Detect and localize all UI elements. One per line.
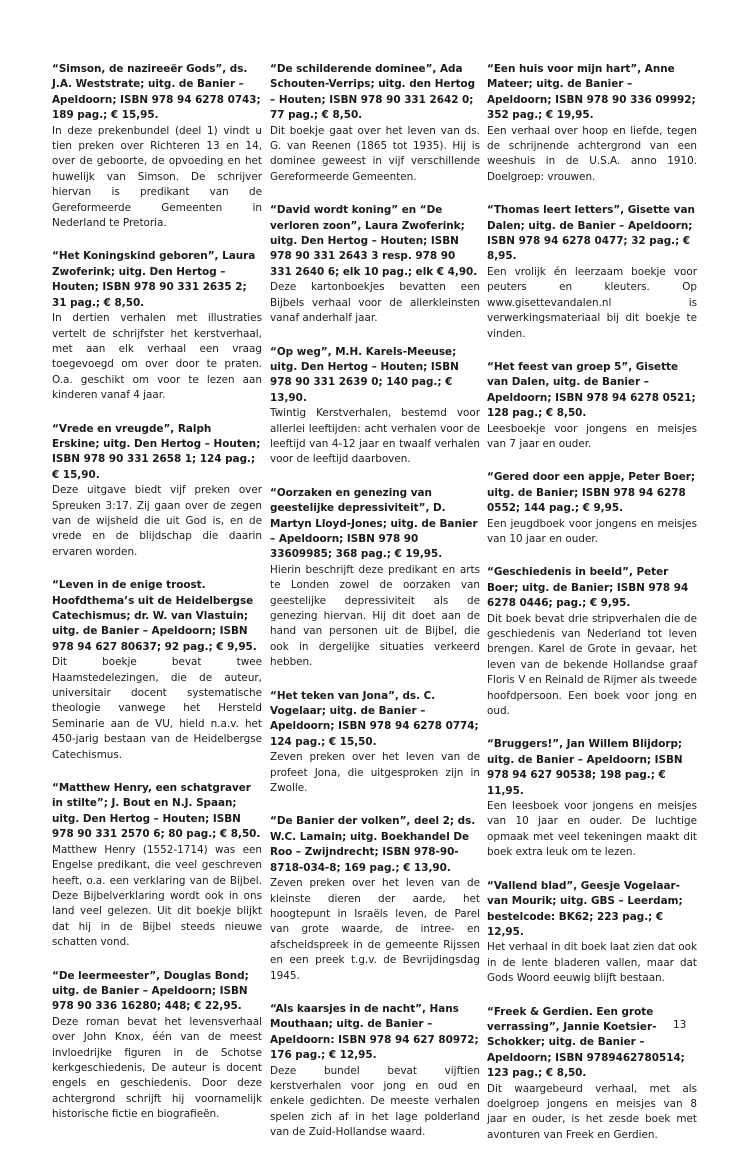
book-title: “Vrede en vreugde”, Ralph Erskine; uitg. Den Hertog – Houten; ISBN 978 90 331 2658 1; 124 pag.; € 15,90. — [52, 422, 261, 481]
book-description: Zeven preken over het leven van de profeet Jona, die uitgesproken zijn in Zwolle. — [270, 751, 480, 795]
book-entry — [487, 737, 697, 860]
book-title: “Gered door een appje, Peter Boer; uitg. de Banier; ISBN 978 94 6278 0552; 144 pag.; € 9,95. — [487, 471, 696, 515]
book-description: Een vrolijk én leerzaam boekje voor peuters en kleuters. Op www.gisettevandalen.nl is verwerkingsmateriaal bij dit boekje te vinden. — [487, 265, 697, 340]
book-description: Deze uitgave biedt vijf preken over Spreuken 3:17. Zij gaan over de zegen van de wijsheid die uit God is, en de vrede en de blijdschap die daarin ervaren worden. — [52, 484, 262, 558]
book-entry — [487, 360, 697, 452]
book-title: “Simson, de nazireeër Gods”, ds. J.A. Weststrate; uitg. de Banier – Apeldoorn; ISBN 978 94 6278 0743; 189 pag.; € 15,95. — [52, 63, 261, 122]
book-entry — [487, 203, 697, 342]
book-description: Deze roman bevat het levensverhaal over John Knox, één van de meest invloedrijke figuren in de Schotse kerkgeschiedenis, De auteur is docent engels en geschiedenis. Door deze achtergrond schrijft hij voornamelijk historische fictie en biografieën. — [52, 1015, 262, 1121]
book-description: Een leesboek voor jongens en meisjes van 10 jaar en ouder. De luchtige opmaak met veel tekeningen maakt dit boek extra leuk om te lezen. — [487, 800, 697, 859]
book-entry — [52, 969, 262, 1123]
book-entry — [52, 249, 262, 403]
book-entry — [52, 422, 262, 561]
book-description: Dit boekje gaat over het leven van ds. G. van Reenen (1865 tot 1935). Hij is dominee geweest in vijf verschillende Gereformeerde Gemeenten. — [270, 124, 480, 183]
book-description: Dit waargebeurd verhaal, met als doelgroep jongens en meisjes van 8 jaar en ouder, is het zesde boek met avonturen van Freek en Gerdien. — [487, 1082, 697, 1141]
book-description: Een jeugdboek voor jongens en meisjes van 10 jaar en ouder. — [487, 517, 697, 545]
book-entry — [487, 879, 697, 987]
book-entry — [270, 62, 480, 185]
book-entry — [270, 203, 480, 326]
book-description: Hierin beschrijft deze predikant en arts te Londen zowel de oorzaken van geestelijke depressiviteit als de genezing hiervan. Hij dit doet aan de hand van personen uit de Bijbel, die ook in dergelijke situaties verkeerd hebben. — [270, 563, 480, 669]
book-title: “Het Koningskind geboren”, Laura Zwoferink; uitg. Den Hertog – Houten; ISBN 978 90 331 2635 2; 31 pag.; € 8,50. — [52, 250, 256, 309]
book-title: “Als kaarsjes in de nacht”, Hans Mouthaan; uitg. de Banier – Apeldoorn: ISBN 978 94 627 80972; 176 pag.; € 12,95. — [270, 1002, 479, 1062]
book-title: “Geschiedenis in beeld”, Peter Boer; uitg. de Banier; ISBN 978 94 6278 0446; pag.; € 9,95. — [487, 566, 689, 610]
book-description: Dit boekje bevat twee Haamstedelezingen, die de auteur, universitair docent systematische theologie vanwege het Hersteld Seminarie aan de VU, hield n.a.v. het 450-jarig bestaan van de Heidelbergse Catechismus. — [52, 656, 262, 761]
book-description: Zeven preken over het leven van de kleinste dieren der aarde, het hoogtepunt in Israëls leven, de Parel van grote waarde, de intree- en afscheidspreek in de gemeente Rijssen en een preek t.g.v. de Bevrijdingsdag 1945. — [270, 877, 480, 982]
book-title: “Op weg”, M.H. Karels-Meeuse; uitg. Den Hertog – Houten; ISBN 978 90 331 2639 0; 140 pag.; € 13,90. — [270, 345, 459, 404]
book-title: “Het feest van groep 5”, Gisette van Dalen, uitg. de Banier – Apeldoorn; ISBN 978 94 6278 0521; 128 pag.; € 8,50. — [487, 360, 696, 420]
book-description: In dertien verhalen met illustraties vertelt de schrijfster het kerstverhaal, met aan elk verhaal een vraag toegevoegd om over door te praten. O.a. geschikt om voor te lezen aan kinderen vanaf 4 jaar. — [52, 312, 262, 402]
book-title: “Het teken van Jona”, ds. C. Vogelaar; uitg. de Banier – Apeldoorn; ISBN 978 94 6278 0774; 124 pag.; € 15,50. — [270, 689, 479, 748]
column-3 — [487, 62, 697, 1161]
book-title: “De Banier der volken”, deel 2; ds. W.C. Lamain; uitg. Boekhandel De Roo – Zwijndrecht; ISBN 978-90-8718-034-8; 169 pag.; € 13,90. — [270, 815, 476, 874]
book-title: “De leermeester”, Douglas Bond; uitg. de Banier – Apeldoorn; ISBN 978 90 336 16280; 448; € 22,95. — [52, 969, 249, 1013]
book-entry — [270, 345, 480, 468]
book-entry — [487, 62, 697, 185]
book-description: Deze kartonboekjes bevatten een Bijbels verhaal voor de allerkleinsten vanaf anderhalf jaar. — [270, 281, 480, 325]
book-title: “Vallend blad”, Geesje Vogelaar-van Mourik; uitg. GBS – Leerdam; bestelcode: BK62; 223 pag.; € 12,95. — [487, 879, 683, 938]
book-description: Dit boek bevat drie stripverhalen die de geschiedenis van Nederland tot leven brengen. Karel de Grote in gevaar, het leven van de bekende Hollandse graaf Floris V en Reinald de Rijmer als tweede hoofdpersoon. Een boek voor jong en oud. — [487, 612, 697, 718]
book-description: Het verhaal in dit boek laat zien dat ook in de lente bladeren vallen, maar dat Gods Woord eeuwig blijft bestaan. — [487, 941, 697, 985]
book-title: “Leven in de enige troost. Hoofdthema’s uit de Heidelbergse Catechismus; dr. W. van Vlastuin; uitg. de Banier – Apeldoorn; ISBN 978 94 627 80637; 92 pag.; € 9,95. — [52, 579, 257, 653]
book-title: “Een huis voor mijn hart”, Anne Mateer; uitg. de Banier – Apeldoorn; ISBN 978 90 336 09992; 352 pag.; € 19,95. — [487, 63, 696, 122]
book-entry — [487, 1005, 697, 1144]
book-description: Leesboekje voor jongens en meisjes van 7 jaar en ouder. — [487, 422, 697, 450]
book-entry — [270, 689, 480, 797]
book-entry — [487, 470, 697, 547]
book-description: Matthew Henry (1552-1714) was een Engelse predikant, die veel geschreven heeft, o.a. een verklaring van de Bijbel. Deze Bijbelverklaring wordt ook in ons land veel gelezen. Uit dit boekje blijkt dat hij in de Bijbel steeds nieuwe schatten vond. — [52, 843, 262, 949]
book-entry — [270, 486, 480, 671]
book-description: Deze bundel bevat vijftien kerstverhalen voor jong en oud en enkele gedichten. De meeste verhalen spelen zich af in het lage polderland van de Zuid-Hollandse waard. — [270, 1064, 480, 1139]
book-entry — [52, 781, 262, 950]
book-title: “David wordt koning” en “De verloren zoon”, Laura Zwoferink; uitg. Den Hertog – Houten; ISBN 978 90 331 2643 3 resp. 978 90 331 2640 6; elk 10 pag.; elk € 4,90. — [270, 204, 478, 278]
book-entry — [270, 814, 480, 983]
book-title: “Freek & Gerdien. Een grote verrassing”, Jannie Koetsier-Schokker; uitg. de Banier – Apeldoorn; ISBN 9789462780514; 123 pag.; € 8,50. — [487, 1005, 685, 1080]
book-title: “Thomas leert letters”, Gisette van Dalen; uitg. de Banier – Apeldoorn; ISBN 978 94 6278 0477; 32 pag.; € 8,95. — [487, 204, 695, 263]
page-number: 13 — [673, 1019, 687, 1031]
book-description: Een verhaal over hoop en liefde, tegen de schrijnende achtergrond van een weeshuis in de U.S.A. anno 1910. Doelgroep: vrouwen. — [487, 124, 697, 183]
book-title: “Matthew Henry, een schatgraver in stilte”; J. Bout en N.J. Spaan; uitg. Den Hertog – Houten; ISBN 978 90 331 2570 6; 80 pag.; € 8,50. — [52, 782, 261, 841]
book-title: “De schilderende dominee”, Ada Schouten-Verrips; uitg. den Hertog – Houten; ISBN 978 90 331 2642 0; 77 pag.; € 8,50. — [270, 63, 476, 122]
column-1 — [52, 62, 262, 1141]
book-entry — [52, 578, 262, 763]
book-description: Twintig Kerstverhalen, bestemd voor allerlei leeftijden: acht verhalen voor de leeftijd van 4-12 jaar en twaalf verhalen voor de leeftijd daarboven. — [270, 407, 480, 466]
book-title: “Oorzaken en genezing van geestelijke depressiviteit”, D. Martyn Lloyd-Jones; uitg. de Banier – Apeldoorn; ISBN 978 90 33609985; 368 pag.; € 19,95. — [270, 486, 478, 561]
book-description: In deze prekenbundel (deel 1) vindt u tien preken over Richteren 13 en 14, over de geboorte, de opvoeding en het huwelijk van Simson. De schrijver hiervan is predikant van de Gereformeerde Gemeenten in Nederland te Pretoria. — [52, 124, 262, 230]
column-2 — [270, 62, 480, 1159]
book-entry — [270, 1002, 480, 1141]
book-entry — [52, 62, 262, 231]
book-title: “Bruggers!”, Jan Willem Blijdorp; uitg. de Banier – Apeldoorn; ISBN 978 94 627 90538; 198 pag.; € 11,95. — [487, 738, 683, 797]
book-entry — [487, 565, 697, 719]
